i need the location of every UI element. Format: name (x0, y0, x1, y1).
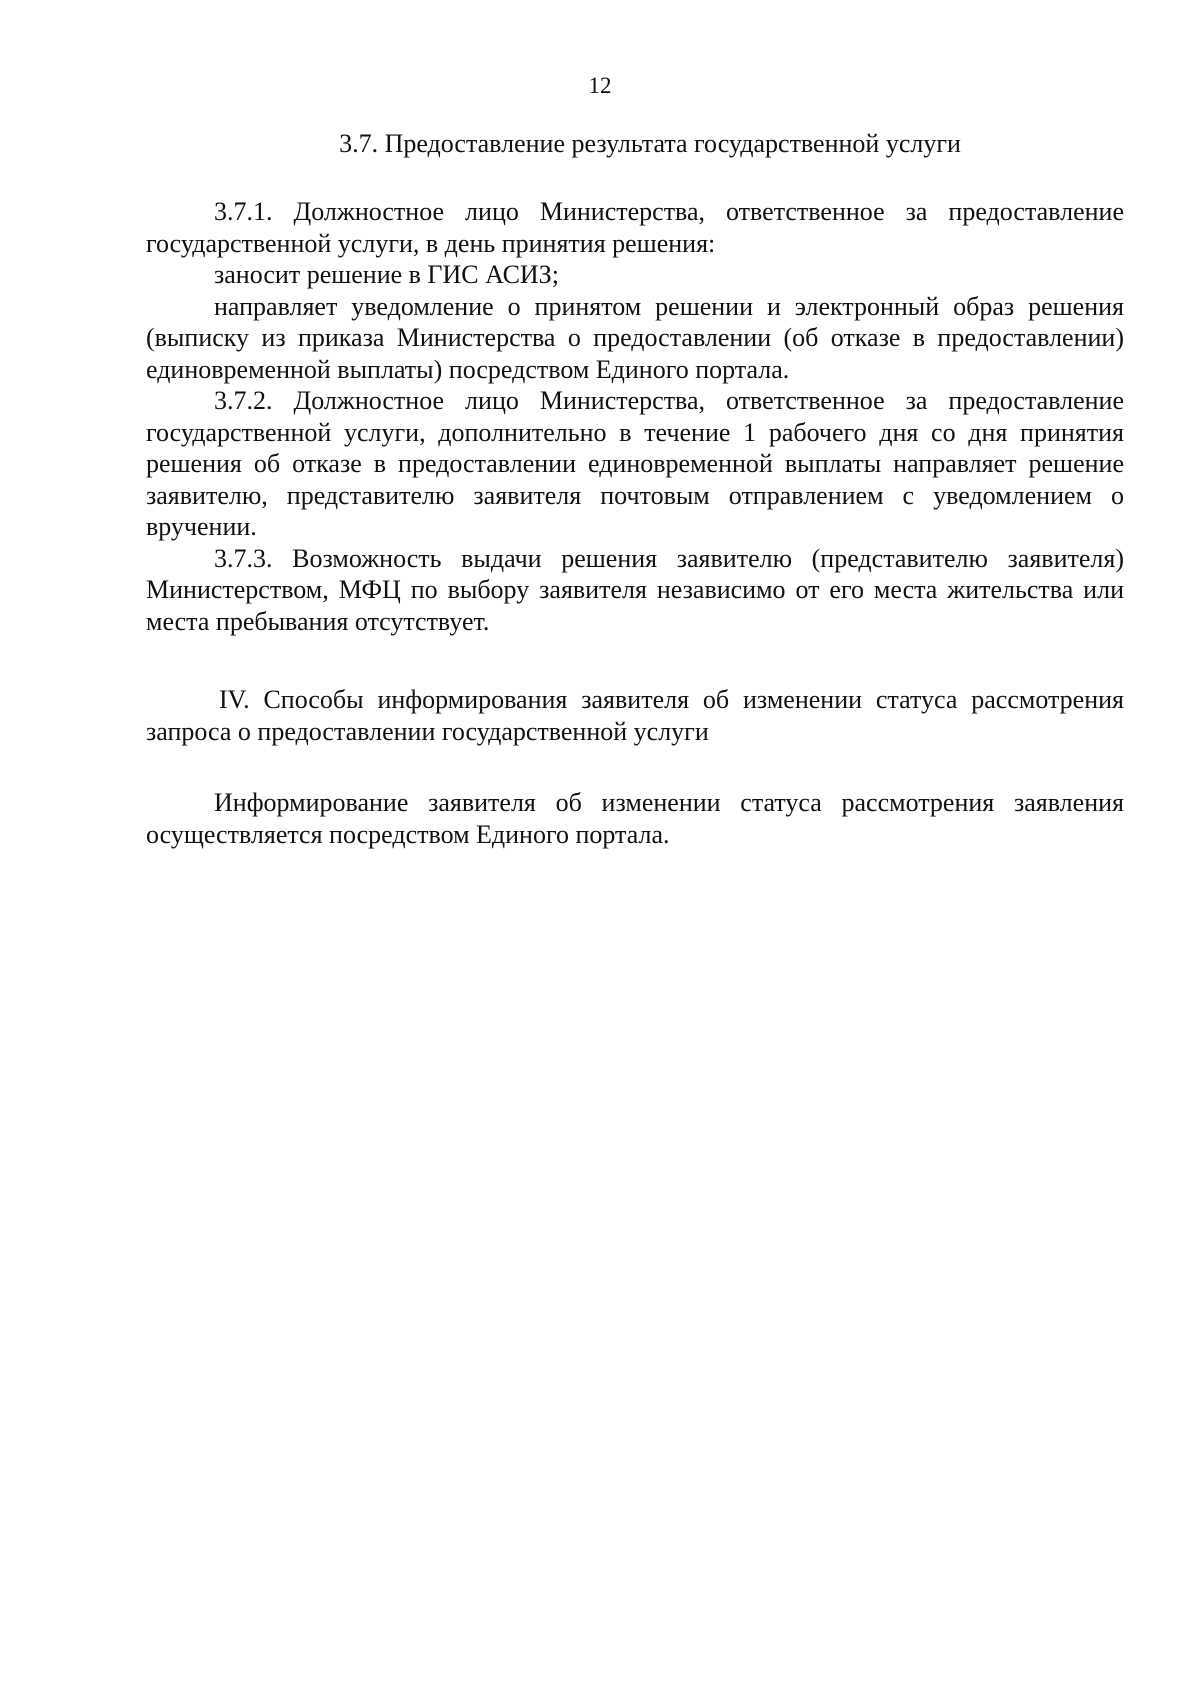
paragraph-3-7-1-item-2: направляет уведомление о принятом решении и электронный образ решения (выписку из приказа Министерства о предоставлении (об отказе в предоставлении) единовременной выплаты) посредством Единого портала. (146, 291, 1124, 384)
paragraph-iv-text: Информирование заявителя об изменении статуса рассмотрения заявления осуществляется посредством Единого портала. (146, 788, 1124, 849)
section-iv-body (146, 787, 1124, 850)
section-3-7-body (146, 196, 1124, 637)
section-3-7-title: 3.7. Предоставление результата государственной услуги (339, 129, 961, 158)
paragraph-3-7-1-item-1: заносит решение в ГИС АСИЗ; (214, 260, 559, 289)
section-iv-title: IV. Способы информирования заявителя об изменении статуса рассмотрения запроса о предоставлении государственной услуги (146, 685, 1124, 746)
paragraph-3-7-3: 3.7.3. Возможность выдачи решения заявителю (представителю заявителя) Министерством, МФЦ по выбору заявителя независимо от его места жительства или места пребывания отсутствует. (146, 543, 1124, 636)
paragraph-3-7-1: 3.7.1. Должностное лицо Министерства, ответственное за предоставление государственной услуги, в день принятия решения: (146, 197, 1124, 258)
page-number: 12 (588, 73, 612, 98)
paragraph-3-7-2: 3.7.2. Должностное лицо Министерства, ответственное за предоставление государственной услуги, дополнительно в течение 1 рабочего дня со дня принятия решения об отказе в предоставлении единовременной выплаты направляет решение заявителю, представителю заявителя почтовым отправлением с уведомлением о вручении. (146, 386, 1124, 541)
